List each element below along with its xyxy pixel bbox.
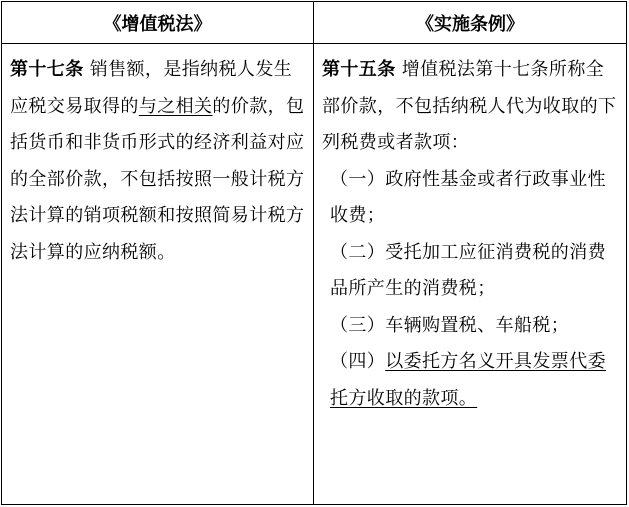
left-body xyxy=(10,52,307,271)
left-text-part-2: 的价款，包括货币和非货币形式的经济利益对应的全部价款，不包括按照一般计税方法计算的销项税额和按照简易计税方法计算的应纳税额。 xyxy=(10,95,305,263)
right-header: 《实施条例》 xyxy=(416,13,524,35)
list-item-4 xyxy=(322,344,620,417)
list-item-4-underlined: 以委托方名义开具发票代委托方收取的款项。 xyxy=(330,351,607,409)
left-header: 《增值税法》 xyxy=(103,13,212,35)
list-item-1: （一）政府性基金或者行政事业性收费； xyxy=(330,168,606,226)
left-column xyxy=(2,2,313,504)
right-intro-text: 增值税法第十七条所称全部价款，不包括纳税人代为收取的下列税费或者款项： xyxy=(322,59,617,153)
list-item-3: （三）车辆购置税、车船税； xyxy=(330,314,570,336)
left-article-number: 第十七条 xyxy=(10,59,84,80)
list-item-2: （二）受托加工应征消费税的消费品所产生的消费税； xyxy=(330,241,606,299)
vat-law-article-17 xyxy=(10,52,307,271)
comparison-table xyxy=(1,1,627,505)
left-underlined-text: 与之相关 xyxy=(138,95,213,117)
list-item-4-prefix: （四） xyxy=(330,351,386,372)
regulation-article-15 xyxy=(322,52,620,162)
right-body xyxy=(322,52,620,417)
right-article-number: 第十五条 xyxy=(322,59,396,80)
right-column xyxy=(314,2,626,504)
left-text-part-1: 销售额，是指纳税人发生应税交易取得的 xyxy=(10,59,293,117)
